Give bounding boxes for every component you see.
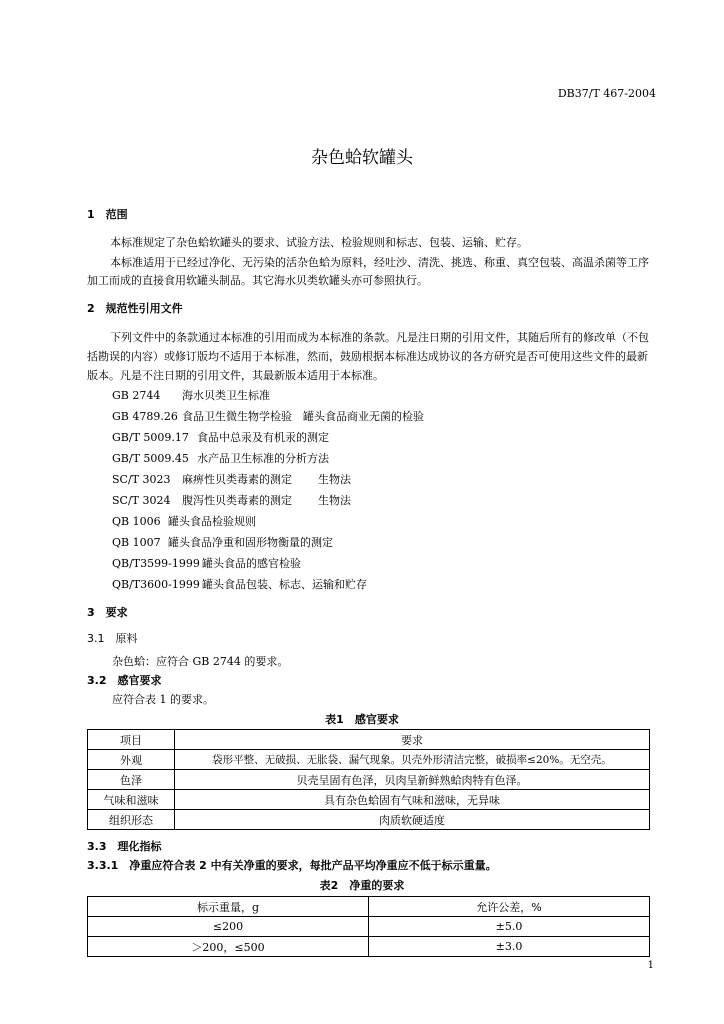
table-cell: 外观: [88, 750, 175, 770]
section-1-heading: 1 范围: [87, 208, 128, 221]
table-cell: 具有杂色蛤固有气味和滋味，无异味: [175, 790, 650, 810]
table-1: [87, 729, 650, 830]
table-cell: 色泽: [88, 770, 175, 790]
table-header-row: [88, 730, 650, 750]
table-header-row: [88, 897, 650, 917]
section-3-3-heading: 3.3 理化指标: [87, 840, 162, 853]
reference-item: QB/T3599-1999 罐头食品的感官检验: [112, 557, 301, 570]
table-row: [88, 917, 650, 937]
table-cell: ±3.0: [369, 937, 650, 957]
table-row: [88, 790, 650, 810]
table-cell: 袋形平整、无破损、无胀袋、漏气现象。贝壳外形清洁完整，破损率≤20%。无空壳。: [175, 750, 650, 770]
page-title: 杂色蛤软罐头: [311, 148, 413, 168]
table-1-caption: 表1 感官要求: [325, 713, 399, 726]
table-row: [88, 770, 650, 790]
table-header-cell: 标示重量，g: [88, 897, 369, 917]
reference-item: QB 1007 罐头食品净重和固形物衡量的测定: [112, 536, 333, 549]
reference-item: SC/T 3023 麻痹性贝类毒素的测定 生物法: [112, 473, 351, 486]
reference-item: QB 1006 罐头食品检验规则: [112, 515, 256, 528]
table-header-cell: 项目: [88, 730, 175, 750]
table-2: [87, 896, 650, 957]
reference-item: GB 2744 海水贝类卫生标准: [112, 389, 270, 402]
table-cell: 组织形态: [88, 810, 175, 830]
section-3-heading: 3 要求: [87, 606, 128, 619]
table-row: [88, 750, 650, 770]
document-code: DB37/T 467-2004: [557, 87, 656, 100]
section-3-1-text: 杂色蛤：应符合 GB 2744 的要求。: [112, 655, 289, 668]
reference-item: GB 4789.26 食品卫生微生物学检验 罐头食品商业无菌的检验: [112, 410, 424, 423]
reference-item: GB/T 5009.45 水产品卫生标准的分析方法: [112, 452, 329, 465]
section-3-2-heading: 3.2 感官要求: [87, 674, 162, 687]
table-row: [88, 937, 650, 957]
section-1-paragraph-1: 本标准规定了杂色蛤软罐头的要求、试验方法、检验规则和标志、包装、运输、贮存。: [110, 236, 528, 249]
table-cell: ±5.0: [369, 917, 650, 937]
table-cell: 肉质软硬适度: [175, 810, 650, 830]
section-2-paragraph-1: 下列文件中的条款通过本标准的引用而成为本标准的条款。凡是注日期的引用文件，其随后所有的修改单（不包括勘误的内容）或修订版均不适用于本标准，然而，鼓励根据本标准达成协议的各方研究是否可使用这些文件的最新版本。凡是不注日期的引用文件，其最新版本适用于本标准。: [87, 331, 649, 382]
page-number: 1: [647, 960, 654, 971]
section-1-paragraph-2: 本标准适用于已经过净化、无污染的活杂色蛤为原料，经吐沙、清洗、挑选、称重、真空包装、高温杀菌等工序加工而成的直接食用软罐头制品。其它海水贝类软罐头亦可参照执行。: [87, 256, 649, 287]
reference-item: QB/T3600-1999 罐头食品包装、标志、运输和贮存: [112, 578, 367, 591]
section-3-1-heading: 3.1 原料: [87, 632, 138, 645]
table-cell: ≤200: [88, 917, 369, 937]
table-row: [88, 810, 650, 830]
table-cell: 贝壳呈固有色泽，贝肉呈新鲜熟蛤肉特有色泽。: [175, 770, 650, 790]
reference-item: SC/T 3024 腹泻性贝类毒素的测定 生物法: [112, 494, 351, 507]
table-cell: 气味和滋味: [88, 790, 175, 810]
table-cell: ＞200，≤500: [88, 937, 369, 957]
section-3-3-1-text: 3.3.1 净重应符合表 2 中有关净重的要求，每批产品平均净重应不低于标示重量。: [87, 859, 497, 872]
table-2-caption: 表2 净重的要求: [319, 879, 405, 892]
section-3-2-text: 应符合表 1 的要求。: [112, 693, 214, 706]
table-header-cell: 允许公差，%: [369, 897, 650, 917]
reference-item: GB/T 5009.17 食品中总汞及有机汞的测定: [112, 431, 329, 444]
table-header-cell: 要求: [175, 730, 650, 750]
section-2-heading: 2 规范性引用文件: [87, 302, 183, 315]
